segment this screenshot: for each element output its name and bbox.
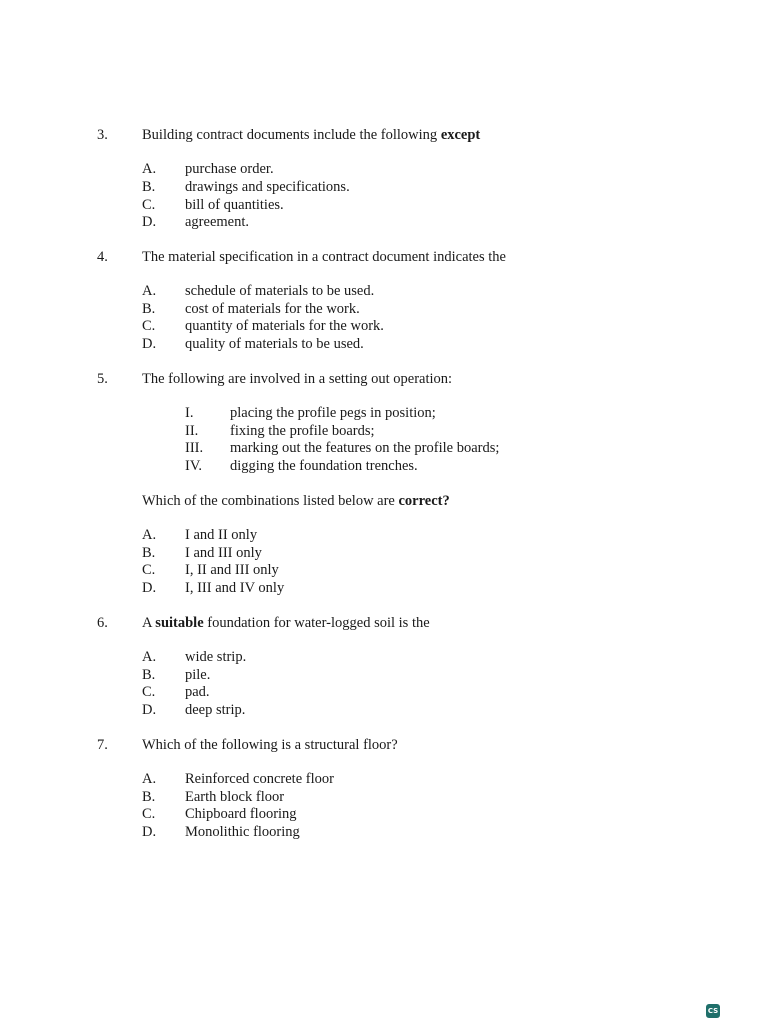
option-text: schedule of materials to be used. <box>185 283 375 299</box>
question-stem: Which of the following is a structural floor? <box>142 737 398 753</box>
question-number: 7. <box>97 737 108 753</box>
option-letter: A. <box>142 161 157 177</box>
option-letter: B. <box>142 667 156 683</box>
option-text: quality of materials to be used. <box>185 336 364 352</box>
option-letter: B. <box>142 179 156 195</box>
option-letter: D. <box>142 336 157 352</box>
question-number: 5. <box>97 371 108 387</box>
option-text: pad. <box>185 684 210 700</box>
option-text: deep strip. <box>185 702 246 718</box>
option-letter: D. <box>142 702 157 718</box>
question-number: 3. <box>97 127 108 143</box>
option-text: wide strip. <box>185 649 247 665</box>
option-text: I, III and IV only <box>185 580 285 596</box>
option-text: bill of quantities. <box>185 197 284 213</box>
option-text: quantity of materials for the work. <box>185 318 384 334</box>
option-letter: A. <box>142 283 157 299</box>
statement-numeral: III. <box>185 440 204 456</box>
option-text: drawings and specifications. <box>185 179 350 195</box>
option-letter: D. <box>142 214 157 230</box>
option-letter: D. <box>142 824 157 840</box>
option-text: purchase order. <box>185 161 274 177</box>
statement-text: placing the profile pegs in position; <box>230 405 436 421</box>
statement-text: fixing the profile boards; <box>230 423 375 439</box>
option-text: Monolithic flooring <box>185 824 300 840</box>
option-letter: C. <box>142 197 156 213</box>
question-stem: The material specification in a contract document indicates the <box>142 249 506 265</box>
option-text: Chipboard flooring <box>185 806 297 822</box>
option-text: I and II only <box>185 527 258 543</box>
statement-numeral: I. <box>185 405 194 421</box>
option-text: I, II and III only <box>185 562 279 578</box>
option-letter: A. <box>142 771 157 787</box>
option-letter: C. <box>142 684 156 700</box>
question-stem: The following are involved in a setting out operation: <box>142 371 453 387</box>
question-number: 4. <box>97 249 108 265</box>
statement-numeral: IV. <box>185 458 203 474</box>
option-text: Reinforced concrete floor <box>185 771 334 787</box>
option-text: agreement. <box>185 214 250 230</box>
option-text: Earth block floor <box>185 789 285 805</box>
option-letter: C. <box>142 806 156 822</box>
statement-text: marking out the features on the profile boards; <box>230 440 500 456</box>
option-letter: A. <box>142 649 157 665</box>
question-stem: A suitable foundation for water-logged soil is the <box>142 615 430 631</box>
option-letter: D. <box>142 580 157 596</box>
question-number: 6. <box>97 615 108 631</box>
option-text: I and III only <box>185 545 262 561</box>
option-letter: B. <box>142 789 156 805</box>
sub-question: Which of the combinations listed below are correct? <box>142 493 450 509</box>
statement-numeral: II. <box>185 423 199 439</box>
option-text: pile. <box>185 667 211 683</box>
option-text: cost of materials for the work. <box>185 301 360 317</box>
option-letter: C. <box>142 318 156 334</box>
statement-text: digging the foundation trenches. <box>230 458 418 474</box>
option-letter: B. <box>142 545 156 561</box>
option-letter: B. <box>142 301 156 317</box>
option-letter: A. <box>142 527 157 543</box>
camscanner-logo-icon: CS <box>706 1004 720 1018</box>
option-letter: C. <box>142 562 156 578</box>
question-stem: Building contract documents include the following except <box>142 127 481 143</box>
